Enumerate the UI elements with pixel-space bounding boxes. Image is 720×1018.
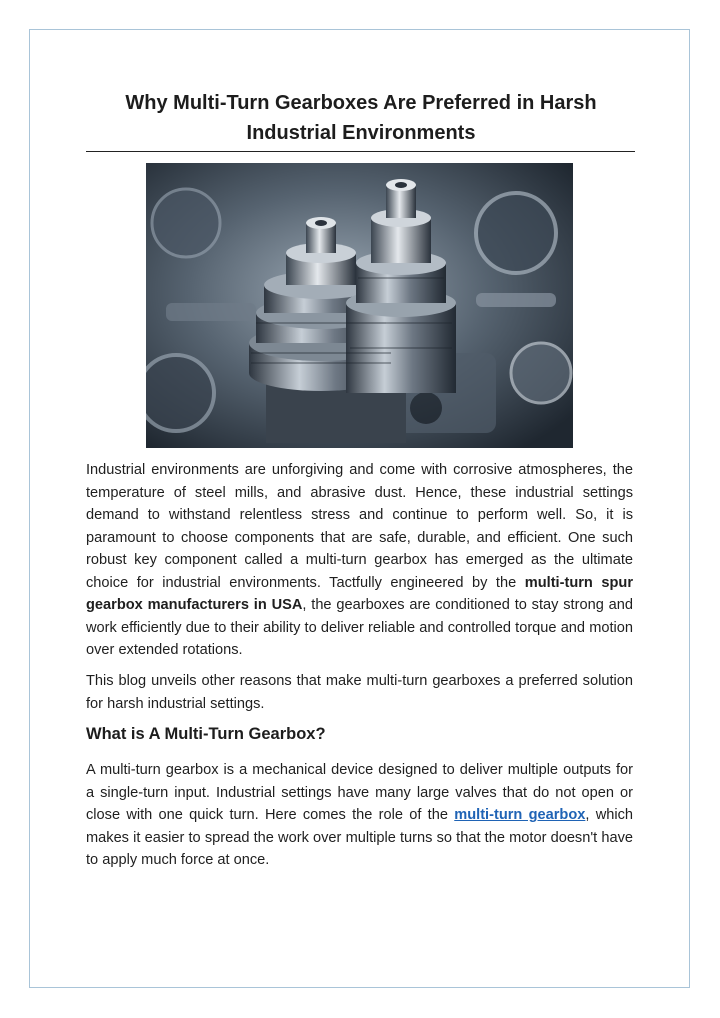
- intro-paragraph: [86, 459, 633, 662]
- blog-summary-paragraph: This blog unveils other reasons that make multi-turn gearboxes a preferred solution for harsh industrial settings.: [86, 673, 633, 712]
- title-divider: [86, 151, 635, 152]
- gear-assembly-photo: [146, 163, 573, 448]
- intro-text-2: , the gearboxes are conditioned to stay strong and work efficiently due to their ability to deliver reliable and controlled torque and motion over extended rotations.: [86, 597, 633, 658]
- multi-turn-gearbox-link[interactable]: multi-turn gearbox: [454, 807, 586, 823]
- page-title: Why Multi-Turn Gearboxes Are Preferred in Harsh Industrial Environments: [125, 92, 597, 144]
- intro-text-1: Industrial environments are unforgiving and come with corrosive atmospheres, the temperature of steel mills, and abrasive dust. Hence, these industrial settings demand to withstand relentless stress and continue to perform well. So, it is paramount to choose components that are safe, durable, and efficient. One such robust key component called a multi-turn gearbox has emerged as the ultimate choice for industrial environments. Tactfully engineered by the: [86, 462, 633, 591]
- definition-paragraph: [86, 759, 633, 872]
- section-heading: What is A Multi-Turn Gearbox?: [86, 725, 326, 743]
- definition-text-2: , which makes it easier to spread the work over multiple turns so that the motor doesn't have to apply much force at once.: [86, 807, 634, 868]
- hero-image: [146, 163, 573, 448]
- intro-bold-text: multi-turn spur gearbox manufacturers in USA: [86, 574, 633, 613]
- definition-text-1: A multi-turn gearbox is a mechanical device designed to deliver multiple outputs for a single-turn input. Industrial settings have many large valves that do not open or close with one quick turn. Here comes the role of the: [86, 762, 633, 823]
